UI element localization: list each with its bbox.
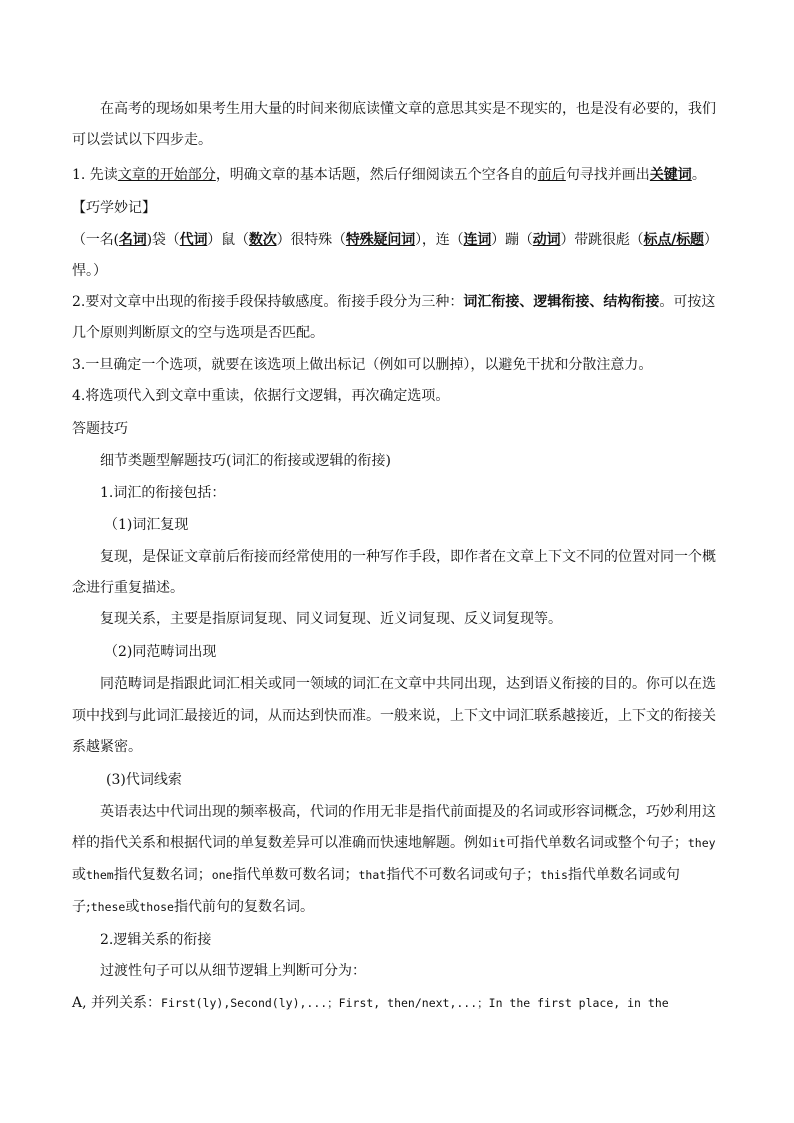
s3-l4e: 指代前句的复数名词。: [173, 899, 314, 915]
step-2-line-1: [72, 291, 732, 313]
mn-t4: ）鼠（: [207, 232, 249, 248]
logic-intro: 过渡性句子可以从细节逻辑上判断可分为：: [100, 963, 366, 979]
logic-heading: 2.逻辑关系的衔接: [100, 932, 212, 948]
sub1-para-1-line-2: 念进行重复描述。: [72, 580, 184, 596]
mn-k5: 数次: [248, 232, 277, 248]
s3-l4a: 子;: [72, 899, 91, 915]
s3-l3b: them: [86, 868, 114, 882]
s3-l3f: that: [358, 868, 387, 882]
sub2-line-1: 同范畴词是指跟此词汇相关或同一领域的词汇在文章中共同出现，达到语义衔接的目的。你可以在选: [100, 676, 716, 692]
lexical-sub-1: （1)词汇复现: [104, 517, 189, 533]
s3-l2c: 可指代单数名词或整个句子；: [505, 835, 688, 851]
step-2-bold: 词汇衔接、逻辑衔接、结构衔接: [463, 294, 660, 310]
s3-l3a: 或: [72, 867, 86, 883]
logic-item-a: [72, 992, 732, 1014]
mn-k7: 特殊疑问词: [345, 232, 416, 248]
logic-a-text: First(ly),Second(ly),...；First, then/next,...；In the first place, in the: [161, 996, 669, 1010]
s3-l4c: 或: [125, 899, 140, 915]
lexical-sub-2: （2)同范畴词出现: [104, 644, 217, 660]
logic-a-label: A, 并列关系：: [72, 995, 162, 1011]
mn-t10: ）蹦（: [491, 232, 533, 248]
s3-l3h: this: [540, 868, 568, 882]
sub3-line-2: [72, 832, 732, 854]
s3-l3e: 指代单数可数名词；: [232, 867, 359, 883]
step-1-underline-a: 文章的开始部分: [117, 167, 216, 183]
s3-l2b: it: [492, 836, 506, 850]
sub2-line-2: 项中找到与此词汇最接近的词，从而达到快而准。一般来说，上下文中词汇联系越接近，上下文的衔接关: [72, 708, 716, 724]
mn-k9: 连词: [463, 232, 492, 248]
step-1-underline-c: 关键词: [649, 167, 692, 183]
step-1-text-c: 句寻找并画出: [565, 167, 650, 183]
s3-l3c: 指代复数名词；: [113, 867, 212, 883]
step-1-text-d: 。: [691, 167, 706, 183]
sub1-para-2: 复现关系，主要是指原词复现、同义词复现、近义词复现、反义词复现等。: [100, 611, 562, 627]
tips-heading: 答题技巧: [72, 421, 128, 437]
mn-k1: 名词: [118, 232, 147, 248]
mnemonic-line-1: [72, 229, 732, 251]
s3-l4d: those: [139, 900, 174, 914]
step-1-text-b: ，明确文章的基本话题，然后仔细阅读五个空各自的: [215, 167, 538, 183]
s3-l4b: these: [90, 900, 126, 914]
mnemonic-line-2: 悍。）: [72, 263, 107, 279]
step-1-underline-b: 前后: [537, 167, 566, 183]
mn-t12: ）带跳很彪（: [560, 232, 644, 248]
step-1: [72, 164, 732, 186]
step-2-text-a: 2.要对文章中出现的衔接手段保持敏感度。衔接手段分为三种：: [72, 294, 464, 310]
mn-k3: 代词: [179, 232, 208, 248]
detail-heading: 细节类题型解题技巧(词汇的衔接或逻辑的衔接): [100, 453, 391, 469]
sub3-line-4: [72, 896, 732, 918]
s3-l3g: 指代不可数名词或句子；: [386, 867, 541, 883]
intro-line-2: 可以尝试以下四步走。: [72, 132, 212, 148]
mn-t6: ）很特殊（: [276, 232, 346, 248]
step-3: 3.一旦确定一个选项，就要在该选项上做出标记（例如可以删掉），以避免干扰和分散注意力。: [72, 357, 653, 373]
mn-t2: )袋（: [146, 232, 180, 248]
step-2-text-b: 。可按这: [659, 294, 716, 310]
step-2-line-2: 几个原则判断原文的空与选项是否匹配。: [72, 325, 324, 341]
s3-l3i: 指代单数名词或句: [567, 867, 680, 883]
s3-l2d: they: [687, 836, 716, 850]
sub3-line-3: [72, 864, 732, 886]
s3-l3d: one: [211, 868, 233, 882]
mn-k11: 动词: [532, 232, 561, 248]
intro-line-1: 在高考的现场如果考生用大量的时间来彻底读懂文章的意思其实是不现实的，也是没有必要的，我们: [100, 101, 716, 117]
lexical-heading: 1.词汇的衔接包括：: [100, 485, 226, 501]
sub1-para-1-line-1: 复现，是保证文章前后衔接而经常使用的一种写作手段，即作者在文章上下文不同的位置对同一个概: [100, 549, 716, 565]
mnemonic-heading: 【巧学妙记】: [72, 200, 156, 216]
mn-t14: ）: [703, 232, 718, 248]
sub2-line-3: 系越紧密。: [72, 739, 142, 755]
sub3-line-1: 英语表达中代词出现的频率极高，代词的作用无非是指代前面提及的名词或形容词概念，巧妙利用这: [100, 804, 716, 820]
step-4: 4.将选项代入到文章中重读，依据行文逻辑，再次确定选项。: [72, 388, 450, 404]
mn-t8: ），连（: [415, 232, 464, 248]
mn-k13: 标点/标题: [643, 232, 704, 248]
mn-t0: （一名(: [72, 232, 119, 248]
step-1-text-a: 1. 先读: [72, 167, 118, 183]
lexical-sub-3: (3)代词线索: [106, 772, 182, 788]
s3-l2a: 样的指代关系和根据代词的单复数差异可以准确而快速地解题。例如: [72, 835, 492, 851]
